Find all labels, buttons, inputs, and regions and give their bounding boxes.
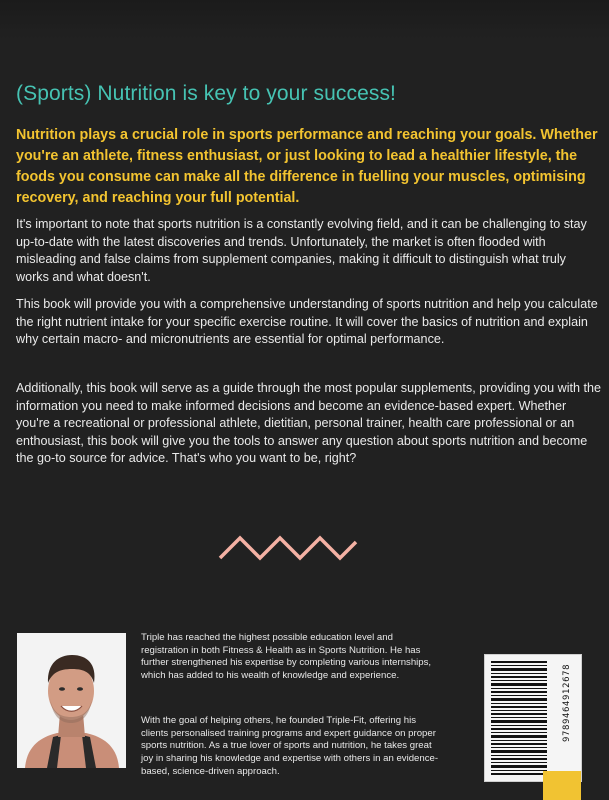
author-bio: With the goal of helping others, he founded Triple-Fit, offering his clients personalised training programs and expert guidance on proper sports nutrition. As a true lover of sports and nutrition, he takes great joy in sharing his knowledge and expertise with others in an evidence-based, science-driven approach. [141,715,439,777]
isbn-number: 9789464912678 [562,664,572,743]
body-paragraph: Additionally, this book will serve as a guide through the most popular supplements, providing you with the information you need to make informed decisions and become an evidence-based expert. Whether you're a recreational or professional athlete, dietitian, personal trainer, health care professional or an enthousiast, this book will give you the tools to answer any question about sports nutrition and become the go-to source for advice. That's who you want to be, right? [16,381,602,466]
intro-paragraph: Nutrition plays a crucial role in sports performance and reaching your goals. Whether you're an athlete, fitness enthusiast, or just looking to lead a healthier lifestyle, the foods you consume can make all the difference in fuelling your muscles, optimising recovery, and reaching your full potential. [16,127,598,206]
price-tag [543,771,581,800]
author-photo [17,633,126,768]
body-paragraph: It's important to note that sports nutrition is a constantly evolving field, and it can be challenging to stay up-to-date with the latest discoveries and trends. Unfortunately, the market is often flooded with misleading and false claims from supplement companies, making it difficult to distinguish what truly works and what doesn't. [16,217,587,284]
author-bio: Triple has reached the highest possible education level and registration in both Fitness & Health as in Sports Nutrition. He has further strengthened his expertise by completing various internships, which has added to his wealth of knowledge and experience. [141,632,432,682]
top-shadow [0,0,609,40]
body-paragraph: This book will provide you with a comprehensive understanding of sports nutrition and help you calculate the right nutrient intake for your specific exercise routine. It will cover the basics of nutrition and explain why certain macro- and micronutrients are essential for optimal performance. [16,297,598,347]
cover-heading: (Sports) Nutrition is key to your success! [16,82,396,105]
zigzag-divider-icon [218,528,358,568]
